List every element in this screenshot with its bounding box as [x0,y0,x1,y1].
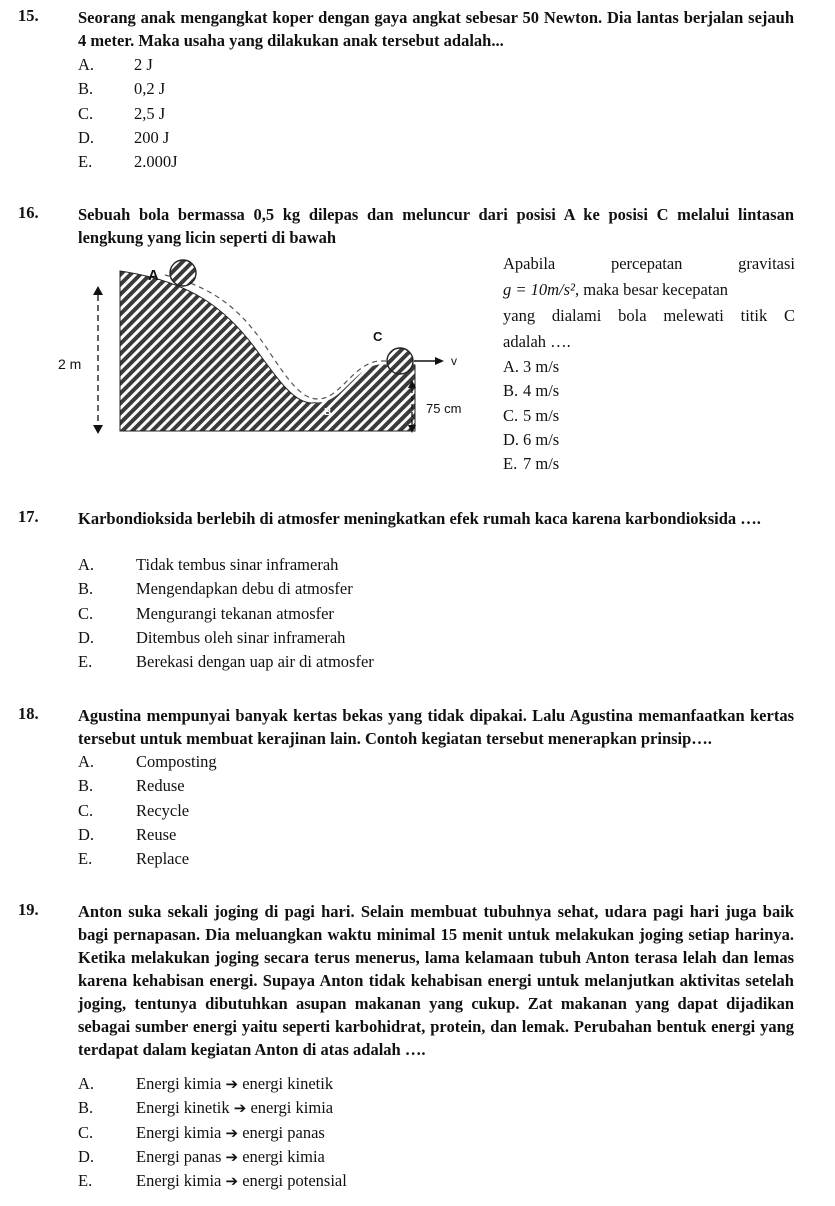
ball-a [170,260,196,286]
option-e[interactable]: E. Berekasi dengan uap air di atmosfer [78,652,374,672]
question-text: Agustina mempunyai banyak kertas bekas yang tidak dipakai. Lalu Agustina memanfaatkan kertas tersebut untuk membuat kerajinan lain. Contoh kegiatan tersebut menerapkan prinsip…. [78,706,794,748]
option-c[interactable]: C. Energi kimia ➔ energi panas [78,1122,325,1142]
label-v: v [451,354,457,368]
option-d[interactable]: D. Ditembus oleh sinar inframerah [78,627,346,647]
question-number: 18. [18,704,39,723]
label-a: A [148,267,159,284]
option-c[interactable]: C. 2,5 J [78,103,166,123]
option-d[interactable]: D. Reuse [78,824,177,844]
ball-c [387,348,413,374]
gravity-formula: g = 10m/s² [503,280,576,299]
options-list [78,53,178,174]
arrow-icon: ➔ [225,1075,239,1093]
label-c-height: 75 cm [426,401,462,416]
question-number: 15. [18,6,39,25]
label-c: C [373,329,383,344]
label-height: 2 m [58,356,82,372]
option-a[interactable]: A. 2 J [78,55,153,74]
option-c[interactable]: C. 5 m/s [503,405,560,425]
option-d[interactable]: D. 200 J [78,127,170,147]
option-a[interactable]: A. 3 m/s [503,357,560,376]
arrow-icon: ➔ [225,1147,239,1166]
question-text: Seorang anak mengangkat koper dengan gaya angkat sebesar 50 Newton. Dia lantas berjalan sejauh 4 meter. Maka usaha yang dilakukan anak tersebut adalah... [78,8,794,50]
option-d[interactable]: D. 6 m/s [503,429,560,449]
arrow-icon: ➔ [225,1123,239,1142]
option-c[interactable]: C. Recycle [78,800,190,820]
question-text: Karbondioksida berlebih di atmosfer meningkatkan efek rumah kaca karena karbondioksida …. [78,509,761,528]
option-e[interactable]: E. Replace [78,849,190,869]
options-list [78,553,374,674]
track-diagram [50,253,480,448]
question-text: Sebuah bola bermassa 0,5 kg dilepas dan meluncur dari posisi A ke posisi C melalui lintasan lengkung yang licin seperti di bawah [78,205,794,247]
option-b[interactable]: B. 0,2 J [78,79,166,99]
question-number: 16. [18,203,39,222]
velocity-arrow [435,357,444,365]
option-e[interactable]: E. Energi kimia ➔ energi potensial [78,1171,347,1191]
side-line-2: g = 10m/s², maka besar kecepatan [503,280,729,299]
arrow-icon: ➔ [233,1099,247,1118]
side-line-4: adalah …. [503,332,571,351]
question-text: Anton suka sekali joging di pagi hari. Selain membuat tubuhnya sehat, udara pagi hari juga baik bagi pernapasan. Dia meluangkan waktu minimal 15 menit untuk melakukan joging setiap harinya. Ketika melakukan joging secara terus menerus, lama kelamaan tubuh Anton terasa lelah dan lemas karena kehabisan energi. Supaya Anton tidak kehabisan energi untuk melanjutkan aktivitas setelah joging, tentunya dibutuhkan asupan makanan yang cukup. Zat makanan yang dapat dijadikan sebagai sumber energi yaitu seperti karbohidrat, protein, dan lemak. Perubahan bentuk energi yang terdapat dalam kegiatan Anton di atas adalah …. [78,902,794,1059]
option-b[interactable]: B. Energi kinetik ➔ energi kimia [78,1098,334,1118]
question-16-side-text [503,251,795,476]
label-b: B [324,407,332,418]
option-b[interactable]: B. Mengendapkan debu di atmosfer [78,579,353,599]
side-line-1: Apabila percepatan gravitasi [503,254,795,273]
question-number: 17. [18,507,39,526]
options-list [78,1072,347,1193]
arrow-icon: ➔ [225,1172,239,1191]
option-d[interactable]: D. Energi panas ➔ energi kimia [78,1146,325,1166]
option-b[interactable]: B. Reduse [78,776,185,796]
option-a[interactable]: A. Composting [78,752,217,771]
options-list [78,750,217,871]
option-e[interactable]: E. 2.000J [78,152,178,172]
option-a[interactable]: A. Energi kimia ➔ energi kinetik [78,1074,334,1093]
option-e[interactable]: E. 7 m/s [503,454,560,474]
question-number: 19. [18,900,39,919]
option-b[interactable]: B. 4 m/s [503,381,560,401]
side-line-3: yang dialami bola melewati titik C [503,306,795,325]
option-a[interactable]: A. Tidak tembus sinar inframerah [78,555,339,574]
option-c[interactable]: C. Mengurangi tekanan atmosfer [78,603,334,623]
